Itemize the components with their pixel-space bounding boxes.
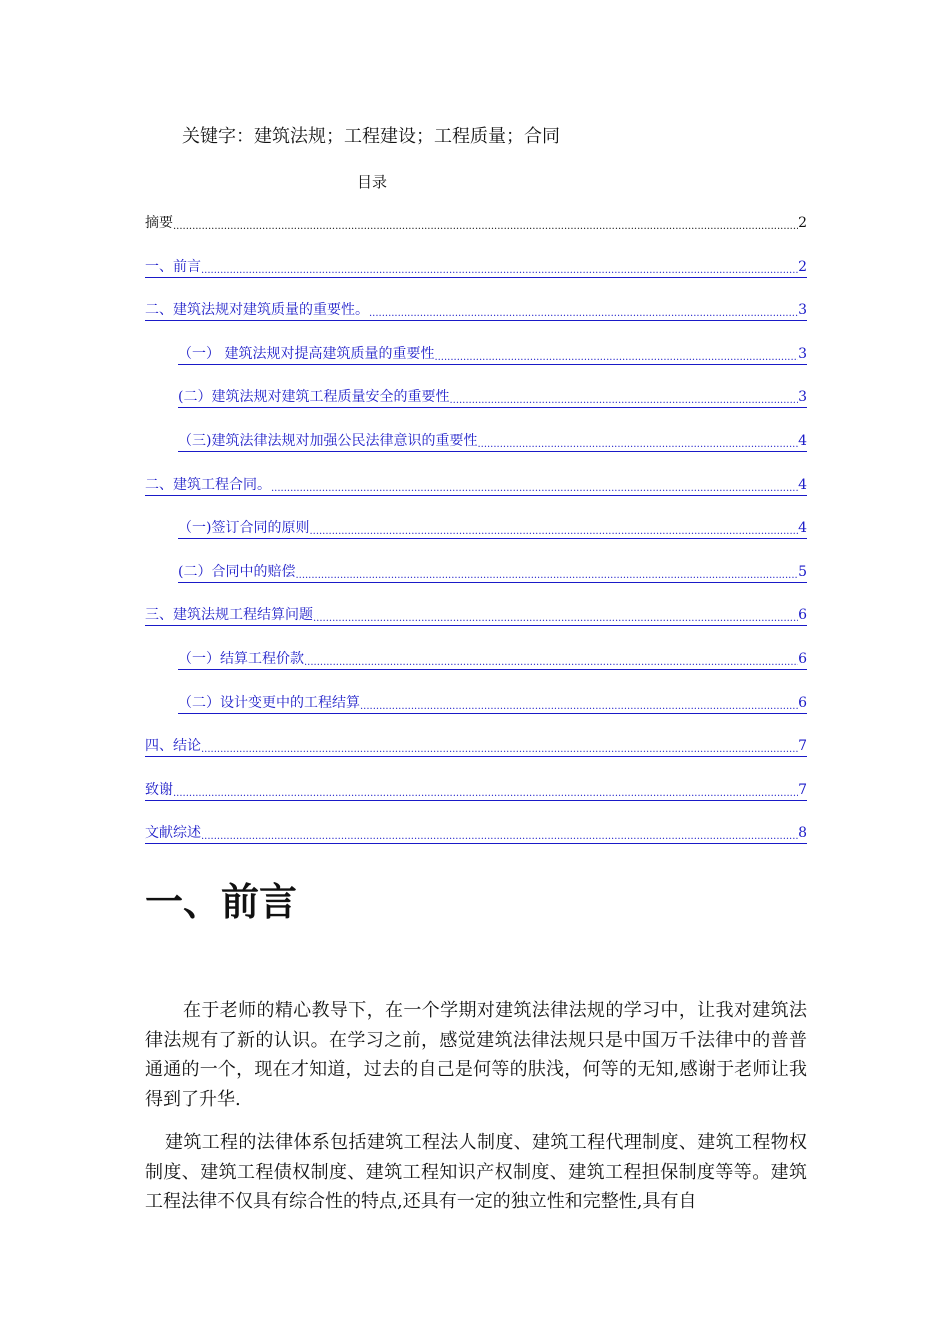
toc-entry-label: 二、建筑工程合同。 bbox=[145, 475, 271, 496]
toc-page-number: 5 bbox=[798, 562, 807, 583]
toc-entry-label: （一）结算工程价款 bbox=[178, 649, 304, 670]
toc-page-number: 4 bbox=[798, 518, 807, 539]
toc-dot-leader bbox=[313, 605, 798, 626]
toc-page-number: 6 bbox=[798, 649, 807, 670]
toc-entry[interactable] bbox=[145, 387, 807, 431]
toc-entry[interactable] bbox=[145, 649, 807, 693]
toc-page-number: 6 bbox=[798, 605, 807, 626]
toc-entry[interactable] bbox=[145, 823, 807, 867]
toc-entry[interactable] bbox=[145, 431, 807, 475]
toc-dot-leader bbox=[295, 562, 798, 583]
toc-entry-label: 致谢 bbox=[145, 780, 173, 801]
toc-dot-leader bbox=[201, 736, 798, 757]
toc-dot-leader bbox=[309, 518, 798, 539]
toc-page-number: 4 bbox=[798, 475, 807, 496]
toc-entry[interactable] bbox=[145, 693, 807, 737]
toc-entry-label: 三、建筑法规工程结算问题 bbox=[145, 605, 313, 626]
toc-entry[interactable] bbox=[145, 257, 807, 301]
toc-entry-label: 文献综述 bbox=[145, 823, 201, 844]
toc-page-number: 4 bbox=[798, 431, 807, 452]
body-paragraph: 在于老师的精心教导下，在一个学期对建筑法律法规的学习中，让我对建筑法律法规有了新的认识。在学习之前，感觉建筑法律法规只是中国万千法律中的普普通通的一个，现在才知道，过去的自己是何等的肤浅，何等的无知,感谢于老师让我得到了升华. bbox=[145, 1000, 807, 1110]
toc-entry[interactable] bbox=[145, 562, 807, 606]
table-of-contents bbox=[145, 213, 807, 867]
toc-page-number: 2 bbox=[798, 215, 807, 231]
toc-page-number: 7 bbox=[798, 780, 807, 801]
toc-entry[interactable] bbox=[145, 344, 807, 388]
toc-entry-label: 一、前言 bbox=[145, 257, 201, 278]
keywords-line: 关键字：建筑法规；工程建设；工程质量；合同 bbox=[182, 126, 560, 147]
toc-dot-leader bbox=[201, 257, 798, 278]
toc-dot-leader bbox=[360, 693, 798, 714]
toc-entry[interactable] bbox=[145, 518, 807, 562]
toc-dot-leader bbox=[369, 300, 798, 321]
toc-entry-label: （三)建筑法律法规对加强公民法律意识的重要性 bbox=[178, 431, 477, 452]
body-paragraph: 建筑工程的法律体系包括建筑工程法人制度、建筑工程代理制度、建筑工程物权制度、建筑工程债权制度、建筑工程知识产权制度、建筑工程担保制度等等。建筑工程法律不仅具有综合性的特点,还具有一定的独立性和完整性,具有自 bbox=[145, 1132, 807, 1212]
toc-page-number: 3 bbox=[798, 387, 807, 408]
toc-entry[interactable] bbox=[145, 780, 807, 824]
toc-dot-leader bbox=[173, 780, 798, 801]
toc-entry-label: 二、建筑法规对建筑质量的重要性。 bbox=[145, 300, 369, 321]
toc-entry-label: （二）设计变更中的工程结算 bbox=[178, 693, 360, 714]
toc-page-number: 3 bbox=[798, 300, 807, 321]
toc-entry[interactable] bbox=[145, 605, 807, 649]
toc-entry[interactable] bbox=[145, 475, 807, 519]
toc-page-number: 2 bbox=[798, 257, 807, 278]
toc-dot-leader bbox=[173, 213, 798, 233]
toc-page-number: 7 bbox=[798, 736, 807, 757]
toc-entry-label: 四、结论 bbox=[145, 736, 201, 757]
toc-dot-leader bbox=[434, 344, 798, 365]
toc-dot-leader bbox=[271, 475, 798, 496]
toc-dot-leader bbox=[477, 431, 798, 452]
toc-page-number: 3 bbox=[798, 344, 807, 365]
toc-dot-leader bbox=[449, 387, 798, 408]
toc-entry-label: （一） 建筑法规对提高建筑质量的重要性 bbox=[178, 344, 434, 365]
toc-dot-leader bbox=[304, 649, 798, 670]
toc-entry[interactable] bbox=[145, 300, 807, 344]
toc-page-number: 6 bbox=[798, 693, 807, 714]
toc-entry-label: 摘要 bbox=[145, 215, 173, 231]
toc-entry-label: (二）建筑法规对建筑工程质量安全的重要性 bbox=[178, 387, 449, 408]
section-heading: 一、前言 bbox=[145, 880, 298, 924]
toc-title: 目录 bbox=[357, 173, 388, 191]
toc-entry bbox=[145, 213, 807, 257]
toc-entry-label: (二）合同中的赔偿 bbox=[178, 562, 295, 583]
toc-dot-leader bbox=[201, 823, 798, 844]
toc-entry-label: （一)签订合同的原则 bbox=[178, 518, 309, 539]
toc-page-number: 8 bbox=[798, 823, 807, 844]
toc-entry[interactable] bbox=[145, 736, 807, 780]
